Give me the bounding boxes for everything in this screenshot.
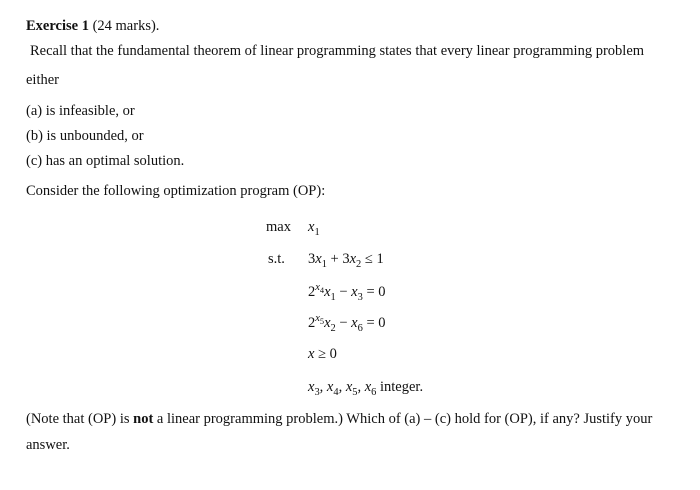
constraint-3	[308, 314, 386, 332]
c1-coef2: 3	[342, 251, 350, 267]
objective-var: x	[308, 219, 315, 235]
consider-line: Consider the following optimization program (OP):	[26, 183, 326, 199]
op-objective	[308, 218, 320, 236]
c2-rhs: 0	[378, 284, 386, 300]
case-c: (c) has an optimal solution.	[26, 153, 185, 169]
constraint-5	[308, 378, 423, 396]
c3-rel: =	[362, 315, 379, 331]
objective-sub: 1	[314, 226, 320, 238]
intro-line-2: either	[26, 72, 60, 88]
c2-base: 2	[308, 284, 316, 300]
c3-op: −	[335, 315, 352, 331]
c2-var2: x	[351, 284, 358, 300]
constraint-1	[308, 250, 384, 268]
note-bold-not: not	[133, 411, 154, 427]
c1-sub2: 2	[356, 258, 362, 270]
c5-var-6: x	[364, 379, 372, 395]
c2-op: −	[335, 284, 352, 300]
c5-sep: ,	[319, 379, 327, 395]
c5-sub-5: 5	[352, 386, 358, 398]
c5-sub-3: 3	[314, 386, 320, 398]
note-post: a linear programming problem.) Which of (a) – (c) hold for (OP), if any? Justify your	[153, 411, 653, 427]
c3-base: 2	[308, 315, 316, 331]
c2-sub2: 3	[357, 291, 363, 303]
op-st-label: s.t.	[268, 251, 285, 267]
c5-sub-4: 4	[333, 386, 339, 398]
exercise-title-bold: Exercise 1	[26, 18, 89, 34]
intro-line-1: Recall that the fundamental theorem of linear programming states that every linear programming problem	[30, 43, 645, 59]
c4-var: x	[308, 346, 315, 362]
note-line-2: answer.	[26, 437, 70, 453]
c5-sep: ,	[357, 379, 365, 395]
c1-var2: x	[349, 251, 357, 267]
c5-integer-word: integer.	[376, 379, 424, 395]
c3-sub1: 2	[330, 322, 336, 334]
c2-exp-sub: 4	[319, 286, 325, 296]
c3-exp-sub: 5	[319, 317, 325, 327]
c2-var1: x	[324, 284, 331, 300]
constraint-2	[308, 283, 386, 301]
case-a: (a) is infeasible, or	[26, 103, 135, 119]
exercise-title	[26, 17, 159, 35]
c1-var1: x	[315, 251, 322, 267]
c1-rhs: 1	[376, 251, 384, 267]
op-max-label: max	[266, 219, 291, 235]
exercise-title-marks: (24 marks).	[88, 18, 160, 34]
case-b: (b) is unbounded, or	[26, 128, 144, 144]
c2-sub1: 1	[330, 291, 336, 303]
c5-var-3: x	[308, 379, 315, 395]
c5-var-5: x	[345, 379, 353, 395]
note-line-1	[26, 410, 652, 428]
c3-exp-var: x	[315, 313, 320, 325]
c3-var1: x	[324, 315, 331, 331]
c5-var-4: x	[326, 379, 334, 395]
c3-sub2: 6	[357, 322, 363, 334]
note-pre: (Note that (OP) is	[26, 411, 134, 427]
c5-sub-6: 6	[371, 386, 377, 398]
c3-rhs: 0	[378, 315, 386, 331]
c1-sub1: 1	[321, 258, 327, 270]
c4-rel: ≥	[314, 346, 330, 362]
c1-op: +	[326, 251, 343, 267]
c3-var2: x	[351, 315, 358, 331]
c1-coef1: 3	[308, 251, 316, 267]
c4-rhs: 0	[329, 346, 337, 362]
c2-rel: =	[362, 284, 379, 300]
c5-sep: ,	[338, 379, 346, 395]
c1-rel: ≤	[361, 251, 377, 267]
constraint-4	[308, 345, 337, 363]
c2-exp-var: x	[315, 282, 320, 294]
